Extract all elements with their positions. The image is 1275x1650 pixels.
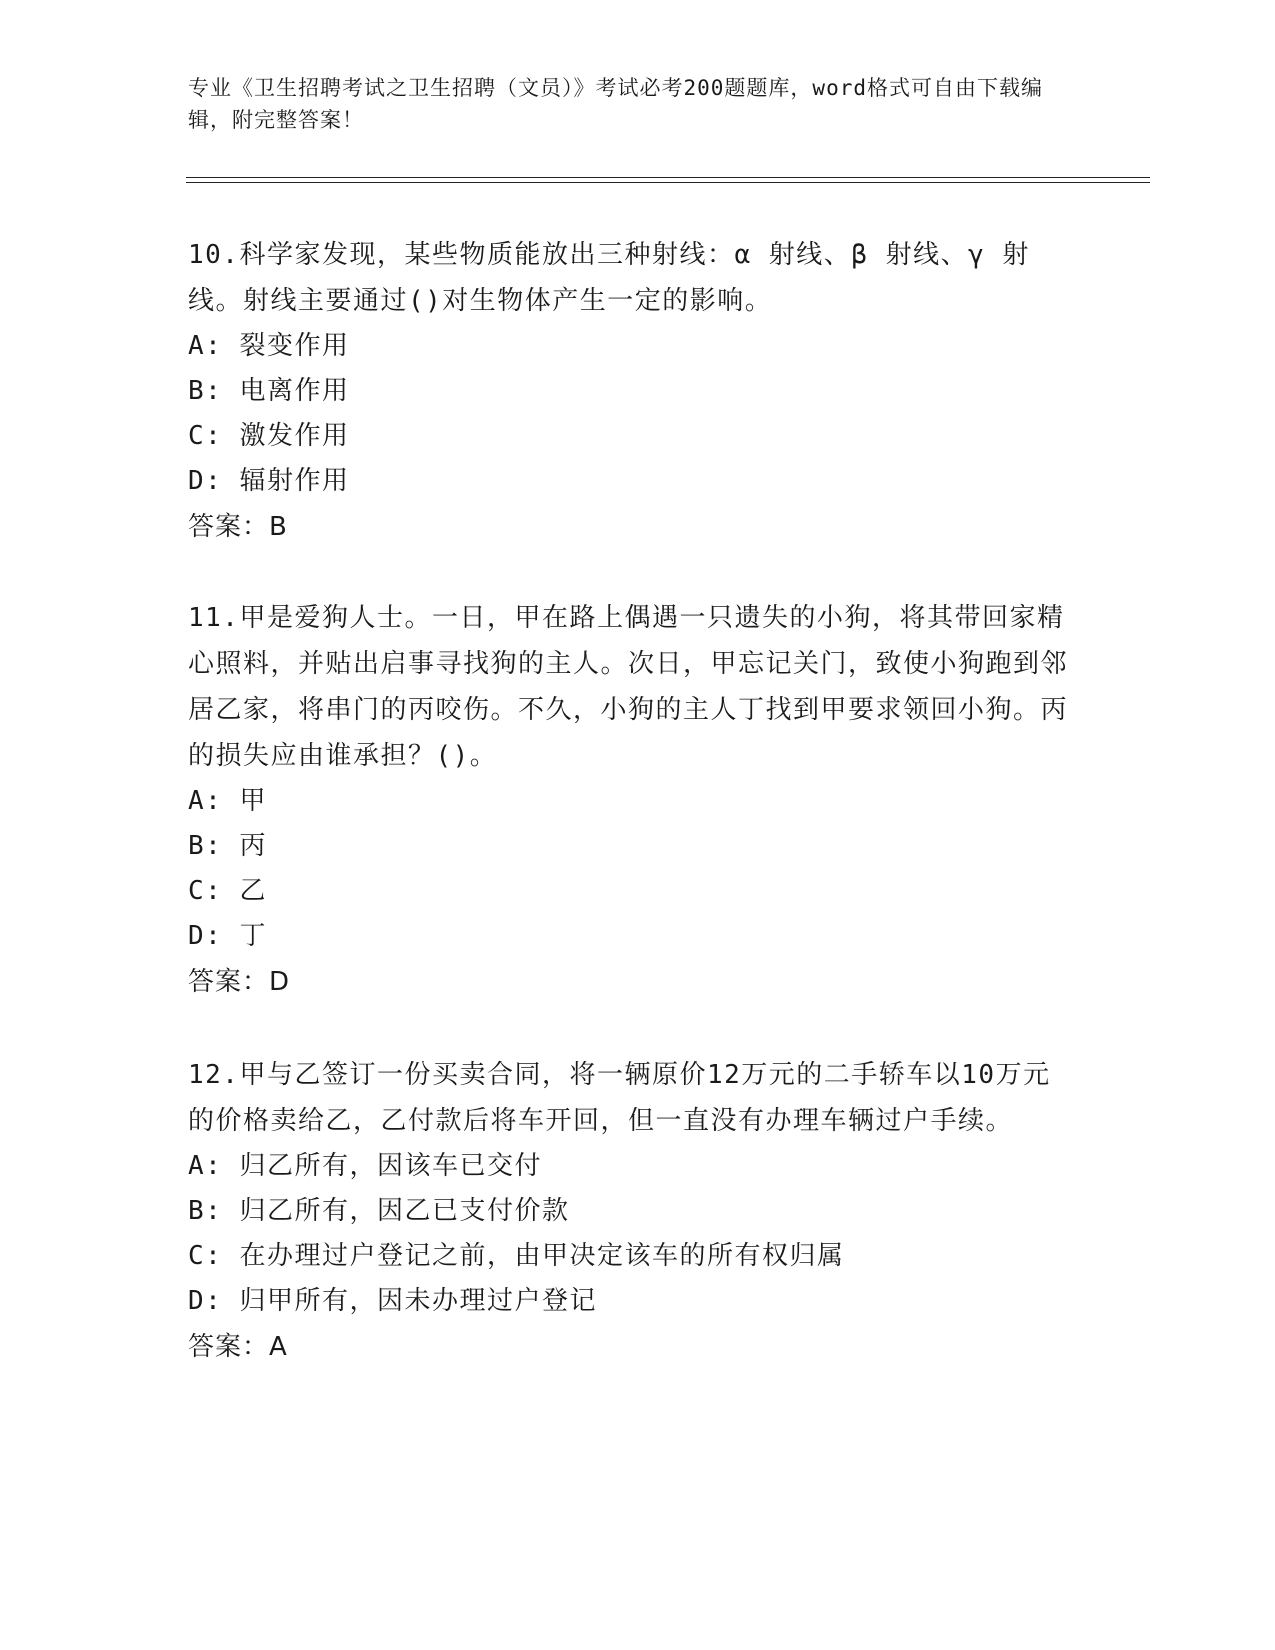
- question-text: 11.甲是爱狗人士。一日，甲在路上偶遇一只遗失的小狗，将其带回家精心照料，并贴出启事寻找狗的主人。次日，甲忘记关门，致使小狗跑到邻居乙家，将串门的丙咬伤。不久，小狗的主人丁找到甲要求领回小狗。丙的损失应由谁承担？()。: [188, 603, 1069, 771]
- header-divider-bottom: [186, 182, 1150, 183]
- option-a: A: 归乙所有，因该车已交付: [188, 1151, 542, 1181]
- document-header: [188, 72, 1068, 136]
- option-a: A: 甲: [188, 786, 267, 816]
- question-12: [188, 1052, 1068, 1370]
- question-text: 10.科学家发现，某些物质能放出三种射线：α 射线、β 射线、γ 射线。射线主要通过()对生物体产生一定的影响。: [188, 240, 1030, 316]
- question-11: [188, 595, 1068, 1005]
- option-c: C: 在办理过户登记之前，由甲决定该车的所有权归属: [188, 1241, 845, 1271]
- option-c: C: 激发作用: [188, 421, 350, 451]
- option-b: B: 丙: [188, 831, 267, 861]
- option-d: D: 辐射作用: [188, 466, 350, 496]
- question-10: [188, 232, 1068, 550]
- option-b: B: 电离作用: [188, 376, 350, 406]
- answer-line: 答案：B: [188, 512, 288, 542]
- question-text: 12.甲与乙签订一份买卖合同，将一辆原价12万元的二手轿车以10万元的价格卖给乙，乙付款后将车开回，但一直没有办理车辆过户手续。: [188, 1060, 1051, 1136]
- option-a: A: 裂变作用: [188, 331, 350, 361]
- option-d: D: 丁: [188, 921, 267, 951]
- header-intro-text: 专业《卫生招聘考试之卫生招聘（文员）》考试必考200题题库，word格式可自由下载编辑，附完整答案！: [188, 76, 1043, 132]
- answer-line: 答案：D: [188, 967, 291, 997]
- option-c: C: 乙: [188, 876, 267, 906]
- option-b: B: 归乙所有，因乙已支付价款: [188, 1196, 570, 1226]
- header-divider-top: [186, 177, 1150, 178]
- answer-line: 答案：A: [188, 1332, 288, 1362]
- option-d: D: 归甲所有，因未办理过户登记: [188, 1286, 597, 1316]
